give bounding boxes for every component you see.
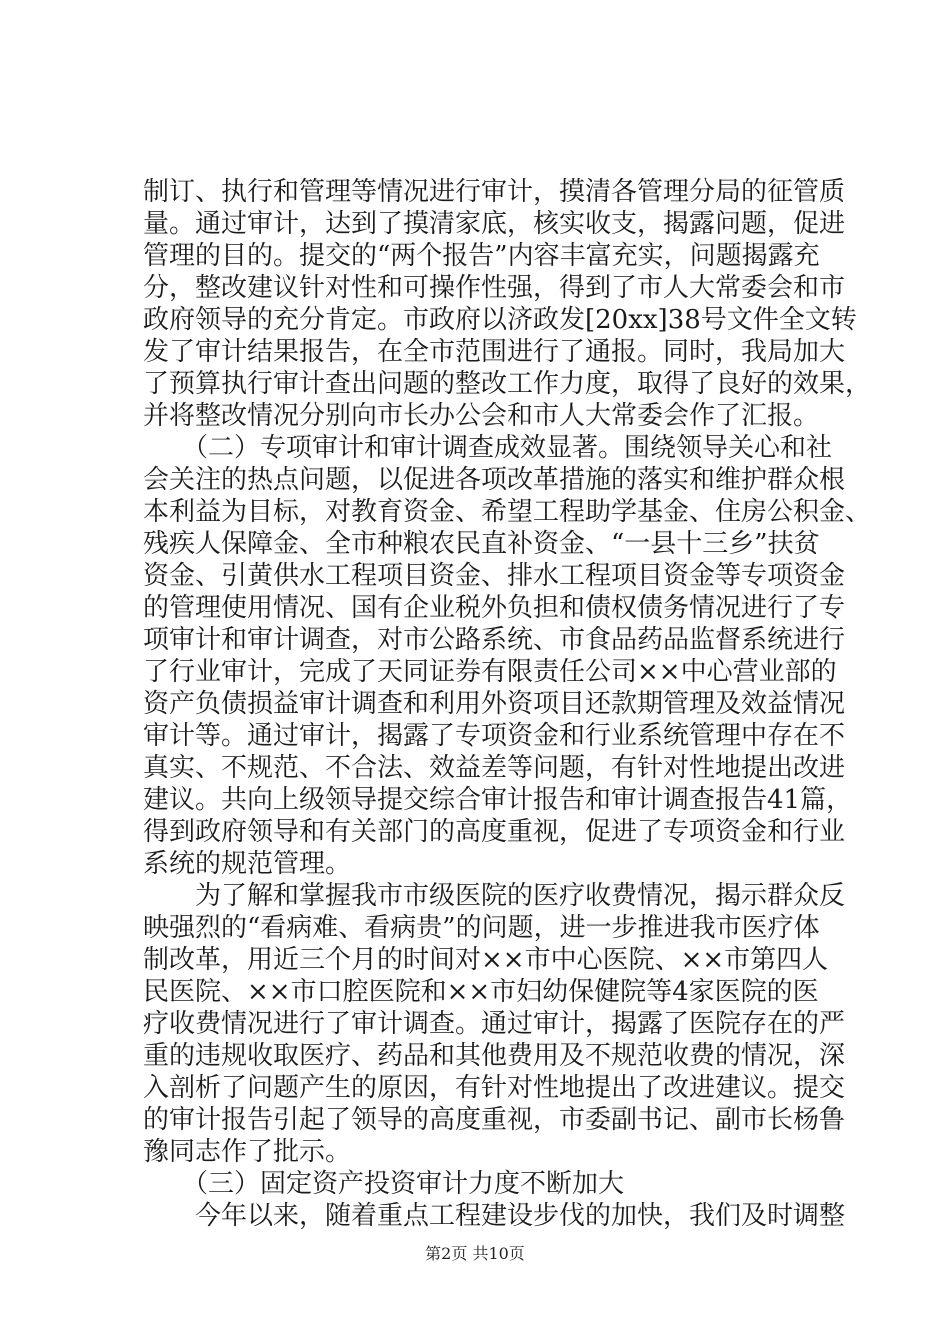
text-line: 得到政府领导和有关部门的高度重视，促进了专项资金和行业 [143,817,846,847]
text-line: 豫同志作了批示。 [143,1137,352,1167]
text-line: 项审计和审计调查，对市公路系统、市食品药品监督系统进行 [143,625,846,655]
text-line: 量。通过审计，达到了摸清家底，核实收支，揭露问题，促进 [143,209,846,239]
text-line: 资金、引黄供水工程项目资金、排水工程项目资金等专项资金 [143,561,846,591]
text-line: 审计等。通过审计，揭露了专项资金和行业系统管理中存在不 [143,721,846,751]
text-line: 真实、不规范、不合法、效益差等问题，有针对性地提出改进 [143,753,846,783]
text-line: 重的违规收取医疗、药品和其他费用及不规范收费的情况，深 [143,1041,846,1071]
text-line: 本利益为目标，对教育资金、希望工程助学基金、住房公积金、 [143,497,872,527]
text-line: 发了审计结果报告，在全市范围进行了通报。同时，我局加大 [143,337,846,367]
text-line: 分，整改建议针对性和可操作性强，得到了市人大常委会和市 [143,273,846,303]
text-line: 疗收费情况进行了审计调查。通过审计，揭露了医院存在的严 [143,1009,846,1039]
text-line: 政府领导的充分肯定。市政府以济政发[20xx]38号文件全文转 [143,305,857,335]
text-line: 制改革，用近三个月的时间对××市中心医院、××市第四人 [143,945,829,975]
text-line: 并将整改情况分别向市长办公会和市人大常委会作了汇报。 [143,401,820,431]
text-line: 今年以来，随着重点工程建设步伐的加快，我们及时调整 [143,1201,846,1231]
section-heading-line: （三）固定资产投资审计力度不断加大 [143,1169,625,1199]
text-line: 管理的目的。提交的“两个报告”内容丰富充实，问题揭露充 [143,241,820,271]
text-line: 的管理使用情况、国有企业税外负担和债权债务情况进行了专 [143,593,846,623]
text-line: 会关注的热点问题，以促进各项改革措施的落实和维护群众根 [143,465,846,495]
text-line: 映强烈的“看病难、看病贵”的问题，进一步推进我市医疗体 [143,913,820,943]
text-line: 了预算执行审计查出问题的整改工作力度，取得了良好的效果， [143,369,872,399]
text-line: 的审计报告引起了领导的高度重视，市委副书记、副市长杨鲁 [143,1105,846,1135]
page-number-footer: 第2页 共10页 [425,1244,525,1263]
text-line: 系统的规范管理。 [143,849,352,879]
text-line: 建议。共向上级领导提交综合审计报告和审计调查报告41篇， [143,785,853,815]
text-line: 民医院、××市口腔医院和××市妇幼保健院等4家医院的医 [143,977,819,1007]
text-line: 为了解和掌握我市市级医院的医疗收费情况，揭示群众反 [143,881,846,911]
section-heading-line: （二）专项审计和审计调查成效显著。围绕领导关心和社 [143,433,833,463]
text-line: 了行业审计，完成了天同证券有限责任公司××中心营业部的 [143,657,837,687]
text-line: 制订、执行和管理等情况进行审计，摸清各管理分局的征管质 [143,177,846,207]
text-line: 入剖析了问题产生的原因，有针对性地提出了改进建议。提交 [143,1073,846,1103]
text-line: 资产负债损益审计调查和利用外资项目还款期管理及效益情况 [143,689,846,719]
text-line: 残疾人保障金、全市种粮农民直补资金、“一县十三乡”扶贫 [143,529,820,559]
